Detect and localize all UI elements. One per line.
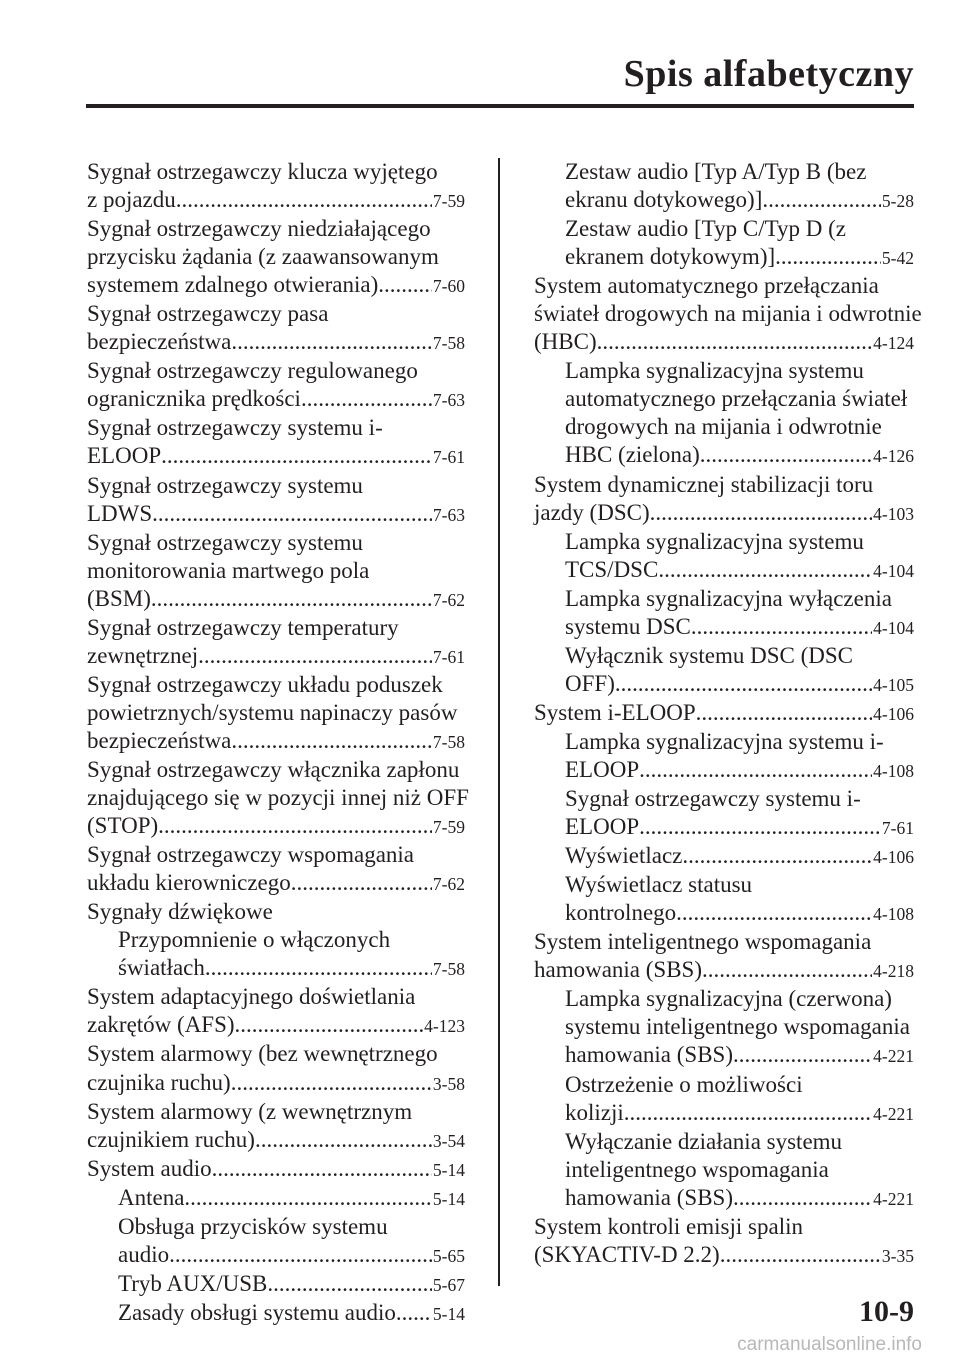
entry-text-line: Sygnał ostrzegawczy pasa: [87, 301, 329, 327]
index-subentry: [534, 357, 914, 470]
page-reference: 7-63: [432, 390, 465, 411]
entry-text-line: Sygnał ostrzegawczy temperatury: [87, 614, 399, 640]
index-entry: [534, 928, 914, 985]
dot-leader: [396, 1299, 432, 1327]
page-reference: 3-58: [432, 1073, 465, 1094]
page-reference: 7-62: [432, 589, 465, 610]
entry-text-line: systemem zdalnego otwierania): [87, 272, 379, 298]
page-reference: 5-42: [881, 248, 914, 269]
entry-text-line: zewnętrznej: [87, 642, 199, 668]
dot-leader: [231, 727, 432, 755]
page-reference: 4-104: [873, 560, 914, 581]
entry-text-line: czujnika ruchu): [87, 1069, 231, 1095]
index-entry: [87, 841, 465, 898]
entry-text-line: Wyświetlacz statusu: [565, 872, 753, 898]
dot-leader: [676, 899, 872, 927]
entry-text-line: świateł drogowych na mijania i odwrotnie: [534, 301, 922, 327]
entry-text-line: Obsługa przycisków systemu: [118, 1213, 388, 1239]
entry-text-line: ogranicznika prędkości: [87, 386, 301, 412]
dot-leader: [696, 699, 873, 727]
dot-leader: [235, 1011, 424, 1039]
entry-text-line: Wyświetlacz: [565, 843, 683, 869]
page-reference: 5-14: [432, 1159, 465, 1180]
page-reference: 4-126: [873, 446, 914, 467]
index-entry: [534, 272, 922, 357]
entry-text-line: Zasady obsługi systemu audio: [118, 1299, 396, 1325]
entry-text-line: ELOOP: [565, 814, 640, 840]
dot-leader: [615, 670, 872, 698]
index-entry: [87, 414, 465, 471]
entry-text-line: (HBC): [534, 329, 597, 355]
entry-text-line: Sygnał ostrzegawczy klucza wyjętego: [87, 159, 438, 184]
entry-text-line: Tryb AUX/USB: [118, 1270, 268, 1296]
entry-text-line: TCS/DSC: [565, 556, 659, 582]
entry-text-line: jazdy (DSC): [534, 499, 650, 525]
dot-leader: [720, 1241, 881, 1269]
entry-text-line: System dynamicznej stabilizacji toru: [534, 471, 874, 497]
entry-text-line: Sygnał ostrzegawczy systemu: [87, 529, 363, 555]
entry-text-line: kontrolnego: [565, 900, 677, 926]
dot-leader: [152, 500, 432, 528]
dot-leader: [161, 442, 432, 470]
page-number: 10-9: [859, 1295, 914, 1328]
page-reference: 7-58: [432, 731, 465, 752]
entry-text-line: Lampka sygnalizacyjna systemu: [565, 358, 864, 384]
page-reference: 4-105: [873, 674, 914, 695]
page-reference: 4-108: [873, 904, 914, 925]
dot-leader: [231, 1069, 432, 1097]
dot-leader: [205, 954, 432, 982]
entry-text-line: przycisku żądania (z zaawansowanym: [87, 244, 439, 270]
page-reference: 7-58: [432, 959, 465, 980]
dot-leader: [301, 385, 432, 413]
index-entry: [87, 158, 465, 215]
entry-text-line: (BSM): [87, 585, 151, 611]
dot-leader: [255, 1126, 432, 1154]
index-entry: [87, 472, 465, 529]
entry-text-line: ekranem dotykowym)]: [565, 244, 776, 270]
entry-text-line: Sygnały dźwiękowe: [87, 899, 273, 925]
entry-text-line: Przypomnienie o włączonych: [118, 927, 391, 953]
dot-leader: [267, 1270, 432, 1298]
entry-text-line: zakrętów (AFS): [87, 1012, 235, 1038]
entry-text-line: Sygnał ostrzegawczy włącznika zapłonu: [87, 756, 460, 782]
index-subentry: [534, 585, 914, 642]
dot-leader: [733, 1184, 872, 1212]
dot-leader: [702, 956, 872, 984]
entry-text-line: bezpieczeństwa: [87, 329, 232, 355]
entry-text-line: audio: [118, 1241, 170, 1267]
entry-text-line: Antena: [118, 1184, 185, 1210]
dot-leader: [597, 328, 873, 356]
entry-text-line: hamowania (SBS): [534, 957, 703, 983]
index-subentry: [534, 871, 914, 928]
index-entry: [87, 529, 465, 614]
page-reference: 4-104: [873, 617, 914, 638]
entry-text-line: systemu DSC: [565, 613, 691, 639]
index-subentry: [534, 985, 914, 1070]
entry-text-line: Lampka sygnalizacyjna systemu: [565, 528, 864, 554]
dot-leader: [700, 441, 872, 469]
entry-text-line: drogowych na mijania i odwrotnie: [565, 414, 882, 440]
index-entry: [87, 898, 465, 926]
entry-text-line: Sygnał ostrzegawczy systemu i-: [565, 786, 861, 812]
page-reference: 7-60: [432, 276, 465, 297]
entry-text-line: ekranu dotykowego)]: [565, 187, 763, 213]
dot-leader: [691, 613, 872, 641]
index-subentry: [534, 1071, 914, 1128]
index-entry: [87, 1040, 465, 1097]
entry-text-line: ELOOP: [87, 443, 162, 469]
page-reference: 4-221: [873, 1046, 914, 1067]
index-entry: [534, 699, 914, 728]
index-subentry: [534, 158, 914, 215]
page-reference: 7-59: [432, 817, 465, 838]
page-reference: 4-123: [424, 1016, 465, 1037]
index-subentry: [534, 642, 914, 699]
entry-text-line: znajdującego się w pozycji innej niż OFF: [87, 785, 469, 811]
page-reference: 7-58: [432, 333, 465, 354]
index-entry: [87, 671, 465, 756]
page-reference: 4-221: [873, 1103, 914, 1124]
dot-leader: [176, 186, 432, 214]
entry-text-line: hamowania (SBS): [565, 1042, 734, 1068]
entry-text-line: Wyłączanie działania systemu: [565, 1128, 843, 1154]
entry-text-line: HBC (zielona): [565, 442, 700, 468]
page-reference: 5-14: [432, 1303, 465, 1324]
entry-text-line: Sygnał ostrzegawczy układu poduszek: [87, 671, 443, 697]
entry-text-line: Wyłącznik systemu DSC (DSC: [565, 642, 854, 668]
page-reference: 4-106: [873, 703, 914, 724]
header-rule: [86, 104, 914, 108]
page-reference: 4-108: [873, 760, 914, 781]
dot-leader: [650, 499, 873, 527]
index-entry: [87, 215, 465, 300]
index-entry: [87, 983, 465, 1040]
entry-text-line: (STOP): [87, 813, 159, 839]
entry-text-line: LDWS: [87, 500, 153, 526]
dot-leader: [639, 813, 881, 841]
entry-text-line: powietrznych/systemu napinaczy pasów: [87, 699, 458, 725]
dot-leader: [158, 812, 432, 840]
entry-text-line: hamowania (SBS): [565, 1184, 734, 1210]
entry-text-line: czujnikiem ruchu): [87, 1126, 255, 1152]
entry-text-line: Sygnał ostrzegawczy systemu: [87, 472, 363, 498]
index-column-right: [534, 158, 922, 1270]
page-reference: 4-106: [873, 847, 914, 868]
entry-text-line: Sygnał ostrzegawczy systemu i-: [87, 415, 383, 441]
index-entry: [87, 756, 469, 841]
dot-leader: [733, 1041, 872, 1069]
index-column-left: [87, 158, 469, 1328]
entry-text-line: ELOOP: [565, 756, 640, 782]
dot-leader: [212, 1155, 432, 1183]
entry-text-line: Sygnał ostrzegawczy regulowanego: [87, 358, 418, 384]
entry-text-line: Ostrzeżenie o możliwości: [565, 1071, 803, 1097]
entry-text-line: (SKYACTIV-D 2.2): [534, 1241, 720, 1267]
entry-text-line: System kontroli emisji spalin: [534, 1213, 803, 1239]
entry-text-line: Lampka sygnalizacyjna (czerwona): [565, 986, 892, 1012]
index-entry: [87, 300, 465, 357]
page-reference: 5-67: [432, 1274, 465, 1295]
index-subentry: [87, 1299, 465, 1328]
index-subentry: [534, 1128, 914, 1213]
index-subentry: [87, 1184, 465, 1213]
page-reference: 7-62: [432, 874, 465, 895]
entry-text-line: Zestaw audio [Typ C/Typ D (z: [565, 216, 847, 242]
entry-text-line: Sygnał ostrzegawczy niedziałającego: [87, 216, 431, 242]
dot-leader: [184, 1184, 432, 1212]
entry-text-line: automatycznego przełączania świateł: [565, 386, 908, 412]
entry-text-line: OFF): [565, 670, 615, 696]
entry-text-line: inteligentnego wspomagania: [565, 1156, 829, 1182]
index-subentry: [534, 728, 914, 785]
page-header-title: Spis alfabetyczny: [623, 53, 914, 95]
page-reference: 4-103: [873, 503, 914, 524]
dot-leader: [775, 243, 881, 271]
dot-leader: [658, 556, 872, 584]
index-subentry: [534, 528, 914, 585]
page-reference: 7-61: [432, 646, 465, 667]
dot-leader: [378, 271, 432, 299]
page-reference: 4-218: [873, 961, 914, 982]
index-entry: [534, 1213, 914, 1270]
page-reference: 5-65: [432, 1245, 465, 1266]
page-reference: 4-124: [873, 333, 914, 354]
entry-text-line: Sygnał ostrzegawczy wspomagania: [87, 842, 415, 868]
entry-text-line: System adaptacyjnego doświetlania: [87, 984, 416, 1010]
index-entry: [87, 1155, 465, 1184]
page-reference: 7-59: [432, 191, 465, 212]
entry-text-line: układu kierowniczego: [87, 870, 291, 896]
entry-text-line: System alarmowy (bez wewnętrznego: [87, 1041, 438, 1067]
entry-text-line: System inteligentnego wspomagania: [534, 929, 872, 955]
entry-text-line: Lampka sygnalizacyjna wyłączenia: [565, 585, 892, 611]
dot-leader: [151, 585, 432, 613]
entry-text-line: kolizji: [565, 1099, 624, 1125]
page-reference: 5-14: [432, 1188, 465, 1209]
index-subentry: [534, 842, 914, 871]
column-divider: [498, 158, 500, 1286]
dot-leader: [198, 642, 432, 670]
entry-text-line: monitorowania martwego pola: [87, 557, 370, 583]
dot-leader: [291, 869, 432, 897]
index-subentry: [87, 1213, 465, 1270]
page-reference: 3-35: [881, 1245, 914, 1266]
entry-text-line: światłach: [118, 955, 205, 981]
dot-leader: [169, 1241, 432, 1269]
index-subentry: [534, 215, 914, 272]
index-entry: [87, 1098, 465, 1155]
page-reference: 7-61: [881, 818, 914, 839]
dot-leader: [762, 186, 881, 214]
entry-text-line: System alarmowy (z wewnętrznym: [87, 1098, 413, 1124]
entry-text-line: System i-ELOOP: [534, 699, 696, 725]
page-reference: 5-28: [881, 191, 914, 212]
entry-text-line: System audio: [87, 1155, 212, 1181]
index-entry: [87, 614, 465, 671]
entry-text-line: System automatycznego przełączania: [534, 273, 879, 299]
entry-text-line: systemu inteligentnego wspomagania: [565, 1014, 910, 1040]
index-entry: [534, 471, 914, 528]
dot-leader: [624, 1099, 872, 1127]
entry-text-line: z pojazdu: [87, 187, 176, 213]
page-reference: 7-63: [432, 504, 465, 525]
entry-text-line: Zestaw audio [Typ A/Typ B (bez: [565, 159, 867, 184]
dot-leader: [682, 842, 872, 870]
watermark: carmanualsonline.info: [737, 1334, 922, 1355]
index-subentry: [87, 926, 465, 983]
index-subentry: [87, 1270, 465, 1299]
dot-leader: [639, 756, 872, 784]
page-reference: 3-54: [432, 1130, 465, 1151]
index-entry: [87, 357, 465, 414]
entry-text-line: Lampka sygnalizacyjna systemu i-: [565, 728, 884, 754]
dot-leader: [231, 328, 432, 356]
entry-text-line: bezpieczeństwa: [87, 727, 232, 753]
page-reference: 7-61: [432, 447, 465, 468]
page-reference: 4-221: [873, 1188, 914, 1209]
index-subentry: [534, 785, 914, 842]
